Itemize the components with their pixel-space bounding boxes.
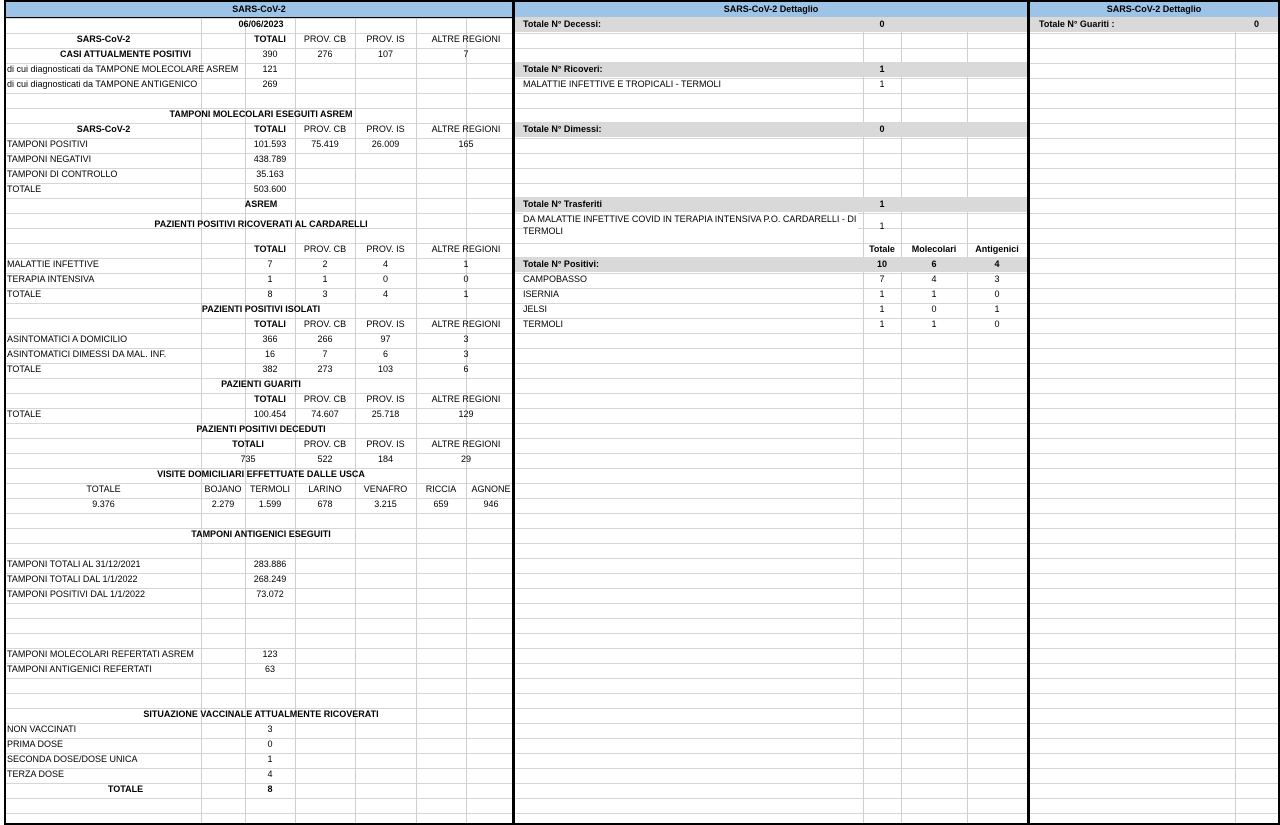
col-header: ALTRE REGIONI (431, 319, 501, 329)
col-header: PROV. CB (303, 124, 347, 134)
col-header: PROV. IS (366, 439, 405, 449)
gridline (967, 18, 968, 823)
cell: 735 (240, 454, 256, 464)
cell: 63 (264, 664, 275, 674)
cell: 75.419 (311, 139, 339, 149)
cell: 1 (879, 319, 885, 329)
row-label: SARS-CoV-2 (76, 124, 131, 134)
cell: 0 (463, 274, 469, 284)
col-header: PROV. IS (366, 319, 405, 329)
cell: 74.607 (311, 409, 339, 419)
cell: 1 (931, 289, 937, 299)
cell: 4 (382, 289, 388, 299)
cell: 3 (267, 724, 273, 734)
col-header: AGNONE (471, 484, 511, 494)
row-label: ISERNIA (523, 289, 560, 299)
row-label: TERMOLI (523, 319, 564, 329)
cell: 35.163 (256, 169, 284, 179)
cell: 390 (262, 49, 278, 59)
col-header: Antigenici (975, 244, 1019, 254)
dimessi-value: 0 (879, 124, 885, 134)
col-header: PROV. CB (303, 439, 347, 449)
col-header: PROV. IS (366, 394, 405, 404)
cell: 283.886 (253, 559, 287, 569)
row-label: CAMPOBASSO (523, 274, 588, 284)
cell: 0 (931, 304, 937, 314)
col-header: ALTRE REGIONI (431, 394, 501, 404)
cell: 121 (262, 64, 278, 74)
ricoveri-item-value: 1 (879, 79, 885, 89)
col-header: TERMOLI (249, 484, 290, 494)
cell: 3 (994, 274, 1000, 284)
row-label: TOTALE (7, 409, 42, 419)
cell: 269 (262, 79, 278, 89)
cell: 16 (264, 349, 275, 359)
right-panel-header: SARS-CoV-2 Dettaglio (1030, 2, 1278, 18)
cell: 129 (458, 409, 474, 419)
cell: 1 (463, 259, 469, 269)
row-label: TOTALE (7, 364, 42, 374)
trasferiti-item: DA MALATTIE INFETTIVE COVID IN TERAPIA INTENSIVA P.O. CARDARELLI - DI TERMOLI (523, 214, 857, 236)
cell: 6 (931, 259, 937, 269)
section-title: PAZIENTI GUARITI (221, 379, 301, 389)
cell: 366 (262, 334, 278, 344)
col-header: TOTALI (254, 244, 286, 254)
section-title: PAZIENTI POSITIVI ISOLATI (201, 304, 321, 314)
cell: 100.454 (253, 409, 287, 419)
cell: 3 (463, 349, 469, 359)
row-label: TAMPONI POSITIVI (7, 139, 88, 149)
cell: 4 (994, 259, 1000, 269)
row-label: PRIMA DOSE (7, 739, 64, 749)
gridline (1235, 18, 1236, 823)
cell: 165 (458, 139, 474, 149)
section-title: PAZIENTI POSITIVI DECEDUTI (196, 424, 326, 434)
col-header: TOTALI (254, 394, 286, 404)
cell: 0 (382, 274, 388, 284)
cell: 1 (879, 289, 885, 299)
dimessi-label: Totale N° Dimessi: (523, 124, 602, 134)
cell: 276 (317, 49, 333, 59)
row-label: NON VACCINATI (7, 724, 77, 734)
cell: 678 (317, 499, 333, 509)
ricoveri-label: Totale N° Ricoveri: (523, 64, 603, 74)
cell: 97 (380, 334, 391, 344)
cell: 438.789 (253, 154, 287, 164)
row-label: JELSI (523, 304, 548, 314)
section-title: ASREM (244, 199, 278, 209)
col-header: TOTALI (254, 124, 286, 134)
col-header: LARINO (308, 484, 342, 494)
cell: 3 (463, 334, 469, 344)
right-panel (1028, 0, 1280, 825)
cell: 266 (317, 334, 333, 344)
cell: 1 (879, 304, 885, 314)
guariti-value: 0 (1253, 19, 1259, 29)
row-label: TAMPONI TOTALI DAL 1/1/2022 (7, 574, 138, 584)
cell: 0 (267, 739, 273, 749)
row-label: TOTALE (107, 784, 144, 794)
col-header: BOJANO (204, 484, 242, 494)
cell: 7 (463, 49, 469, 59)
cell: 103 (377, 364, 394, 374)
cell: 1 (322, 274, 328, 284)
cell: 2 (322, 259, 328, 269)
middle-panel (513, 0, 1029, 825)
cell: 1 (931, 319, 937, 329)
cell: 1 (267, 754, 273, 764)
row-label: SECONDA DOSE/DOSE UNICA (7, 754, 138, 764)
col-header: ALTRE REGIONI (431, 34, 501, 44)
row-label: TAMPONI POSITIVI DAL 1/1/2022 (7, 589, 146, 599)
gridline (901, 18, 902, 823)
middle-panel-header: SARS-CoV-2 Dettaglio (515, 2, 1027, 18)
cell: 73.072 (256, 589, 284, 599)
row-label: TAMPONI NEGATIVI (7, 154, 92, 164)
col-header: TOTALI (254, 319, 286, 329)
col-header: PROV. CB (303, 34, 347, 44)
trasferiti-label: Totale N° Trasferiti (523, 199, 602, 209)
col-header: ALTRE REGIONI (431, 439, 501, 449)
cell: 26.009 (371, 139, 400, 149)
cell: 0 (994, 319, 1000, 329)
row-label: TAMPONI TOTALI AL 31/12/2021 (7, 559, 141, 569)
cell: 946 (483, 499, 499, 509)
row-label: ASINTOMATICI A DOMICILIO (7, 334, 128, 344)
trasferiti-value: 1 (879, 199, 885, 209)
guariti-label: Totale N° Guariti : (1039, 19, 1115, 29)
col-header: PROV. CB (303, 394, 347, 404)
row-label: TAMPONI DI CONTROLLO (7, 169, 118, 179)
cell: 2.279 (211, 499, 235, 509)
cell: 3 (322, 289, 328, 299)
left-panel-header: SARS-CoV-2 (6, 2, 512, 18)
cell: 659 (433, 499, 449, 509)
row-label: TAMPONI ANTIGENICI REFERTATI (7, 664, 152, 674)
cell: 123 (262, 649, 278, 659)
left-panel (4, 0, 514, 825)
gridline (863, 18, 864, 823)
summary-label: SARS-CoV-2 (76, 34, 131, 44)
cell: 29 (460, 454, 471, 464)
cell: 273 (317, 364, 333, 374)
cell: 9.376 (92, 499, 115, 509)
trasferiti-item-value: 1 (879, 221, 885, 231)
row-label: MALATTIE INFETTIVE (7, 259, 99, 269)
section-title: TAMPONI ANTIGENICI ESEGUITI (191, 529, 331, 539)
col-header: TOTALI (232, 439, 264, 449)
cell: 503.600 (253, 184, 287, 194)
section-title: PAZIENTI POSITIVI RICOVERATI AL CARDARELLI (154, 219, 368, 229)
cell: 4 (267, 769, 273, 779)
decessi-label: Totale N° Decessi: (523, 19, 601, 29)
ricoveri-value: 1 (879, 64, 885, 74)
cell: 6 (382, 349, 388, 359)
positivi-label: Totale N° Positivi: (523, 259, 599, 269)
row-label: TOTALE (7, 289, 42, 299)
cell: 4 (931, 274, 937, 284)
col-header: RICCIA (425, 484, 457, 494)
cell: 10 (876, 259, 887, 269)
row-label: TERAPIA INTENSIVA (7, 274, 95, 284)
cell: 382 (262, 364, 278, 374)
cell: 184 (377, 454, 394, 464)
col-header: PROV. IS (366, 34, 405, 44)
cell: 4 (382, 259, 388, 269)
row-label: TAMPONI MOLECOLARI REFERTATI ASREM (7, 649, 194, 659)
cell: 7 (322, 349, 328, 359)
section-title: SITUAZIONE VACCINALE ATTUALMENTE RICOVERATI (143, 709, 379, 719)
col-header: PROV. CB (303, 244, 347, 254)
cell: 107 (377, 49, 394, 59)
cell: 8 (267, 784, 273, 794)
col-header: PROV. CB (303, 319, 347, 329)
cell: 522 (317, 454, 333, 464)
row-label: TERZA DOSE (7, 769, 65, 779)
cell: 1.599 (258, 499, 282, 509)
row-label: CASI ATTUALMENTE POSITIVI (59, 49, 191, 59)
section-title: TAMPONI MOLECOLARI ESEGUITI ASREM (169, 109, 353, 119)
col-header: TOTALI (254, 34, 286, 44)
cell: 3.215 (374, 499, 397, 509)
cell: 6 (463, 364, 469, 374)
cell: 7 (879, 274, 885, 284)
cell: 7 (267, 259, 273, 269)
row-label: di cui diagnosticati da TAMPONE MOLECOLARE ASREM (7, 64, 239, 74)
decessi-value: 0 (879, 19, 885, 29)
cell: 1 (463, 289, 469, 299)
col-header: TOTALE (86, 484, 121, 494)
col-header: VENAFRO (363, 484, 408, 494)
cell: 1 (994, 304, 1000, 314)
col-header: ALTRE REGIONI (431, 244, 501, 254)
cell: 1 (267, 274, 273, 284)
cell: 268.249 (253, 574, 287, 584)
cell: 25.718 (371, 409, 400, 419)
col-header: ALTRE REGIONI (431, 124, 501, 134)
col-header: Molecolari (911, 244, 957, 254)
section-title: VISITE DOMICILIARI EFFETTUATE DALLE USCA (157, 469, 365, 479)
report-date: 06/06/2023 (238, 19, 284, 29)
col-header: Totale (869, 244, 895, 254)
row-label: TOTALE (7, 184, 42, 194)
ricoveri-item: MALATTIE INFETTIVE E TROPICALI - TERMOLI (523, 79, 722, 89)
cell: 8 (267, 289, 273, 299)
col-header: PROV. IS (366, 124, 405, 134)
cell: 0 (994, 289, 1000, 299)
col-header: PROV. IS (366, 244, 405, 254)
cell: 101.593 (253, 139, 287, 149)
row-label: ASINTOMATICI DIMESSI DA MAL. INF. (7, 349, 167, 359)
row-label: di cui diagnosticati da TAMPONE ANTIGENICO (7, 79, 198, 89)
